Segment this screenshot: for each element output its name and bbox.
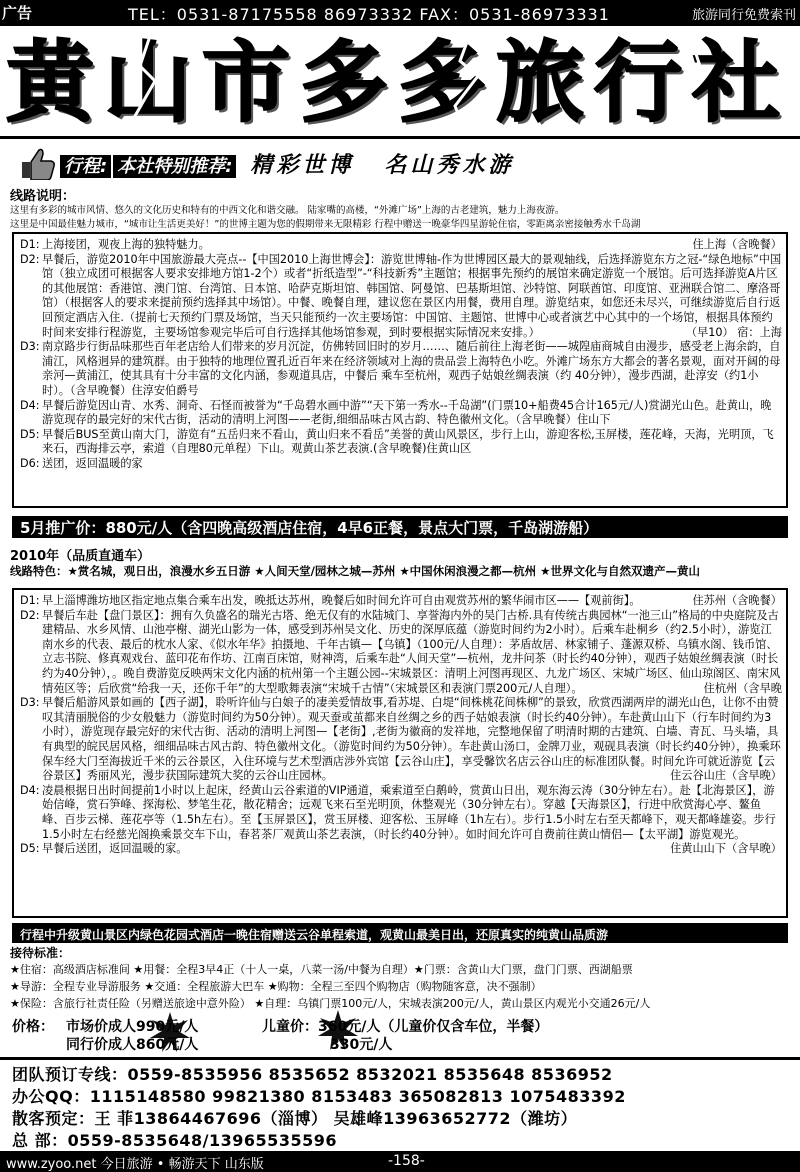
day-row: D1: 上海接团，观夜上海的独特魅力。 住上海（含晚餐） [20,238,782,251]
child-price-label: 儿童价： [262,1019,318,1035]
agency-title: 黄山市多多旅行社 [6,30,791,134]
peer-price-row [66,1034,198,1054]
slogan [60,148,514,179]
standards-line-1: ★住宿：高级酒店标准间 ★用餐：全程3早4正（十人一桌，八菜一汤/中餐为自理）★门票：含黄山大门票，盘门门票、西湖船票 [10,963,633,976]
route-line-2: 这里是中国最佳魅力城市，“城市让生活更美好！”的世博主题为您的假期带来无限精彩 行程中赠送一晚豪华四星游轮住宿，零距离亲密接触秀水千岛湖 [10,219,641,230]
year-quality-heading: 2010年（品质直通车） [10,549,151,564]
promo-price-banner: 5月推广价：880元/人（含四晚高级酒店住宿，4早6正餐，景点大门票，千岛湖游船） [12,516,788,538]
day-row: D2: 早餐后，游览2010年中国旅游最大亮点--【中国2010上海世博会】：游览世博轴-作为世博园区最大的景观轴线，后选择游览东方之冠-“绿色地标”中国馆（独立成团可根据客人要求安排地方馆1-2个）或者“折纸造型”-“科技新秀”主题馆；根据事先预约的展馆来确定游览一个展馆。后可选择游览A片区的其他展馆：香港馆、澳门馆、台湾馆、日本馆、哈萨克斯坦馆、韩国馆、阿曼馆、巴基斯坦馆、沙特馆、阿联酋馆、印度馆、亚洲联合馆二、摩洛哥馆）（根据客人的要求来提前预约选择其中场馆）。中餐、晚餐自理，建议您在景区内用餐，费用自理。游览结束，如您还未尽兴，可继续游览后自行返回预定酒店入住.（提前七天预约门票及场馆，当天只能预约一次主要场馆：中国馆、主题馆、世博中心或者演艺中心其中的一个场馆，根据具体预约时间来安排行程游览，主要场馆参观完毕后可自行选择其他场馆参观，到时要根据实际情况来安排。） （早10） 宿：上海 [20,252,782,339]
peer-child-price: 330元/人 [330,1037,393,1053]
tel-fax: TEL：0531-87175558 86973332 FAX：0531-86973331 [128,5,610,24]
itinerary-label: 行程: [60,155,111,178]
slogan-expo: 精彩世博 [250,152,355,178]
market-adult-label: 市场价成人 [66,1019,136,1035]
day-row: D4: 早餐后游览因山青、水秀、洞奇、石怪而被誉为“千岛碧水画中游”“天下第一秀水--千岛湖”(门票10+船费45合计165元/人)赏湖光山色。赴黄山，晚游览现存的最完好的宋代古街，活动的清明上河图——老街,细细品味古风古韵、特色徽州文化。（含早晚餐）住山下 [20,398,772,427]
market-adult-price: 990元/人 [136,1019,199,1035]
day-row: D6: 送团，返回温暖的家 [20,456,143,470]
day-row: D3: 早餐后船游风景如画的【西子湖】，聆听许仙与白娘子的凄美爱情故事,看苏堤、白堤“间株桃花间株柳”的景致，欣赏西湖两岸的湖光山色，让你不由赞叹其清丽脱俗的少女般魅力（游览时间约为50分钟）。观天蚕或茧都来自丝绸之乡的西子姑娘表演（时长约40分钟）。车赴黄山山下（行车时间约为3小时），游览现存最完好的宋代古街、活动的清明上河图—【老街】,老街为徽商的发祥地，完整地保留了明清时期的古建筑、白墙、青瓦、马头墙，具有典型的皖民居风格，细细品味古风古韵、特色徽州文化。（游览时间约为50分钟）。车赴黄山汤口，金牌刀业，观砚具表演（时长约40分钟），换乘环保车经大门至海拔近千米的云谷景区，入住环境与艺术型酒店涉外宾馆【云谷山庄】，享受馨饮名店云谷山庄的标准团队餐。时间允许可就近游览【云谷景区】秀丽风光，漫步获国际建筑大奖的云谷山庄园林。 住云谷山庄（含早晚） [20,696,782,783]
headquarters-line: 总 部：0559-8535648/13965535596 [12,1131,337,1150]
route-features: 线路特色：★赏名城，观日出，浪漫水乡五日游 ★人间天堂/园林之城—苏州 ★中国休闲浪漫之都—杭州 ★世界文化与自然双遗产—黄山 [10,564,700,578]
market-child-row [262,1016,548,1036]
day-row: D5: 早餐后BUS至黄山南大门，游览有“五岳归来不看山，黄山归来不看岳”美誉的黄山风景区，步行上山，游迎客松,玉屏楼，莲花峰，天海，光明顶，飞来石，西海排云亭，索道（自理80元单程）下山。观黄山茶艺表演.(含早晚餐)住黄山区 [20,427,774,456]
standards-line-3: ★保险：含旅行社责任险（另赠送旅途中意外险） ★自理：乌镇门票100元/人，宋城表演200元/人，黄山景区内观光小交通26元/人 [10,997,651,1010]
thumbs-up-icon [18,146,56,180]
day-row: D4: 凌晨根据日出时间提前1小时以上起床，经黄山云谷索道的VIP通道，乘索道至白鹅岭，赏黄山日出，观东海云涛（30分钟左右）。赴【北海景区】，游始信峰，赏石笋峰、探海松、梦笔生花，散花精舍；远观飞来石至光明顶，休整观光（30分钟左右）。穿越【天海景区】，行进中欣赏海心亭、鳌鱼峰、百步云梯、莲花亭等（1.5h左右）。至【玉屏景区】，赏玉屏楼、迎客松、玉屏峰（1h左右）。步行1.5小时左右至天都峰下，观天都峰雄姿。步行1.5小时左右经慈光阁换乘景交车下山，春茗茶厂观黄山茶艺表演，（时长约40分钟）。如时间允许可自费前往黄山情侣—【太平湖】游览观光。 住黄山山下（含早晚） [20,783,782,856]
crack-decoration-icon [0,26,800,136]
top-bar [0,0,800,26]
free-catalog-text: 旅游同行免费索刊 [691,8,796,23]
route-line-1: 这里有多彩的城市风情、悠久的文化历史和特有的中西文化和谐交融。 陆家嘴的高楼，“外滩广场”上海的古老建筑，魅力上海夜游。 [10,205,565,216]
market-child-price: 360元/人 [318,1019,381,1035]
team-booking-line: 团队预订专线：0559-8535956 8535652 8532021 8535648 8536952 [12,1065,613,1084]
peer-adult-label: 同行价成人 [66,1037,136,1053]
day-row: D5: 早餐后送团，返回温暖的家。 [20,842,188,856]
ad-label: 广告 [2,4,33,22]
standards-heading: 接待标准： [10,946,71,960]
itinerary-box-2 [12,588,788,918]
office-qq-line: 办公QQ：1115148580 99821380 8153483 365082813 1075483392 [12,1087,626,1106]
peer-adult-price: 860元/人 [136,1037,199,1053]
page-number: -158- [388,1153,425,1169]
day-row: D3: 南京路步行街品味那些百年老店给人们带来的岁月沉淀，仿佛转回旧时的岁月……、随后前往上海老街——城隍庙商城自由漫步，感受老上海余韵，自浦江，风格迥异的建筑群。由于独特的地理位置孔近百年来在经济领域对上海的贵品尝上海特色小吃。外滩广场东方大都会的著名景观，面对开阔的母亲河—黄浦江，使其具有十分丰富的文化内涵，参观道具店，中餐后 乘车至杭州，观西子姑娘丝绸表演（约 40分钟），漫步西湖，赴淳安（约1小时）。（含早晚餐）住淳安伯爵号 [20,340,781,397]
price-label: 价格： [12,1019,54,1035]
day-row: D2: 早餐后车赴【盘门景区】：拥有久负盛名的瑞光古塔、绝无仅有的水陆城门、享誉海内外的吴门古桥.具有传统古典园林“一池三山”格局的中央庭院及古建精品、水乡风情、山池亭榭、湖光山影为一体，感受到苏州吴文化、历史的深厚底蕴（游览时间约为2小时）。后乘车赴桐乡（约2.5小时），游览江南水乡的代表、最后的枕水人家、《似水年华》拍摄地、千年古镇—【乌镇】（100元/人自理）：茅盾故居、林家铺子、蓬源双桥、乌镇水阁、钱币馆、立志书院、修真观戏台、蓝印花布作坊、江南百床馆，财神湾，后乘车赴“人间天堂”—杭州，龙井问茶（时长约40分钟），观西子姑娘丝绸表演（时长约为40分钟），。晚自费游览反映两宋文化内涵的杭州第一个主题公园--宋城景区：清明上河图再现区、九龙广场区、宋城广场区、仙山琼阁区、南宋风情苑区等；后欣赏“给我一天，还你千年”的大型歌舞表演“宋城千古情”（宋城景区和表演门票200元/人自理）。 住杭州（含早晚 [20,608,782,695]
slogan-mountains: 名山秀水游 [384,152,515,178]
itinerary-box-1 [12,232,788,508]
standards-line-2: ★导游：全程专业导游服务 ★交通：全程旅游大巴车 ★购物：全程三至四个购物店（购物随客意，决不强制） [10,980,542,993]
footer-bar [0,1151,800,1172]
special-recommend-label: 本社特别推荐: [113,155,236,178]
individual-booking-line: 散客预定：王 菲13864467696（淄博） 吴雄峰13963652772（潍坊） [12,1109,578,1128]
market-price-row [66,1016,198,1036]
route-heading: 线路说明： [10,189,76,204]
footer-website: www.zyoo.net 今日旅游 • 畅游天下 山东版 [6,1157,264,1172]
day-row: D1: 早上淄博潍坊地区指定地点集合乘车出发，晚抵达苏州，晚餐后如时间允许可自由观赏苏州的繁华闹市区——【观前街】。 住苏州（含晚餐） [20,594,782,607]
upgrade-banner: 行程中升级黄山景区内绿色花园式酒店一晚住宿赠送云谷单程索道，观黄山最美日出，还原真实的纯黄山品质游 [12,923,788,943]
child-price-note: （儿童价仅含车位，半餐） [380,1019,549,1035]
